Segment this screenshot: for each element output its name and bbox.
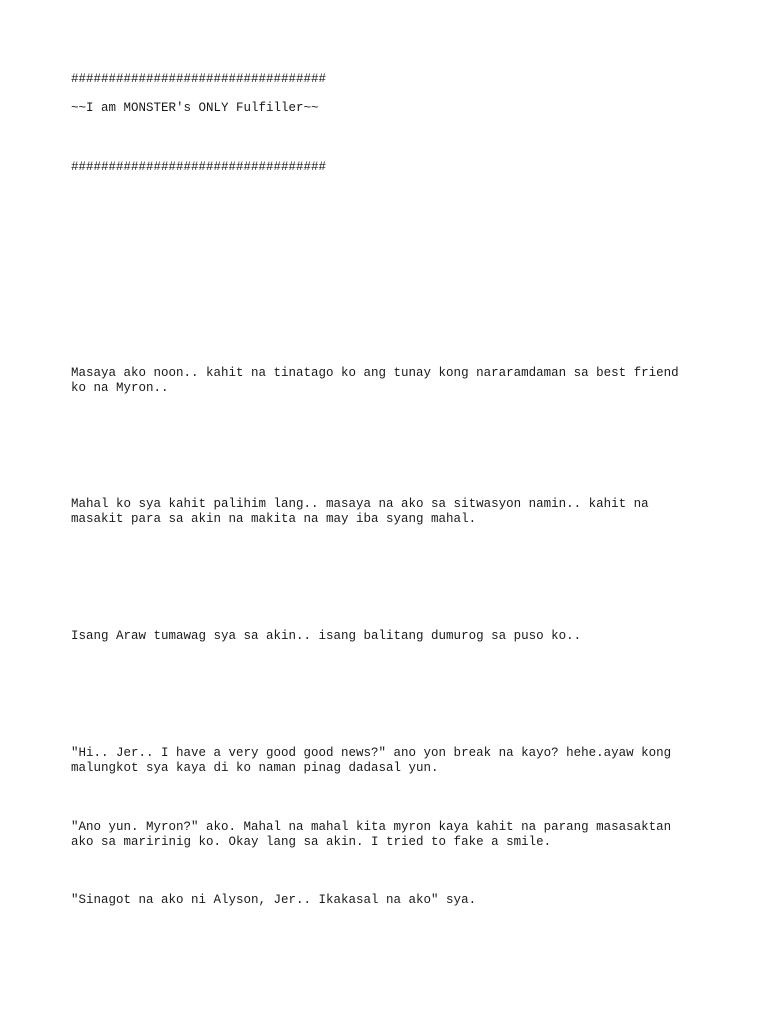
divider-top: ################################## bbox=[71, 72, 327, 86]
paragraph: "Sinagot na ako ni Alyson, Jer.. Ikakasal na ako" sya. bbox=[71, 893, 477, 907]
paragraph: Mahal ko sya kahit palihim lang.. masaya na ako sa sitwasyon namin.. kahit na masakit para sa akin na makita na may iba syang mahal. bbox=[71, 497, 657, 526]
document-title: ~~I am MONSTER's ONLY Fulfiller~~ bbox=[71, 101, 319, 115]
paragraph: "Ano yun. Myron?" ako. Mahal na mahal kita myron kaya kahit na parang masasaktan ako sa maririnig ko. Okay lang sa akin. I tried to fake a smile. bbox=[71, 820, 679, 849]
paragraph: Isang Araw tumawag sya sa akin.. isang balitang dumurog sa puso ko.. bbox=[71, 629, 582, 643]
paragraph: "Hi.. Jer.. I have a very good good news?" ano yon break na kayo? hehe.ayaw kong malungkot sya kaya di ko naman pinag dadasal yun. bbox=[71, 746, 679, 775]
divider-bottom: ################################## bbox=[71, 160, 327, 174]
paragraph: Masaya ako noon.. kahit na tinatago ko ang tunay kong nararamdaman sa best friend ko na Myron.. bbox=[71, 366, 687, 395]
